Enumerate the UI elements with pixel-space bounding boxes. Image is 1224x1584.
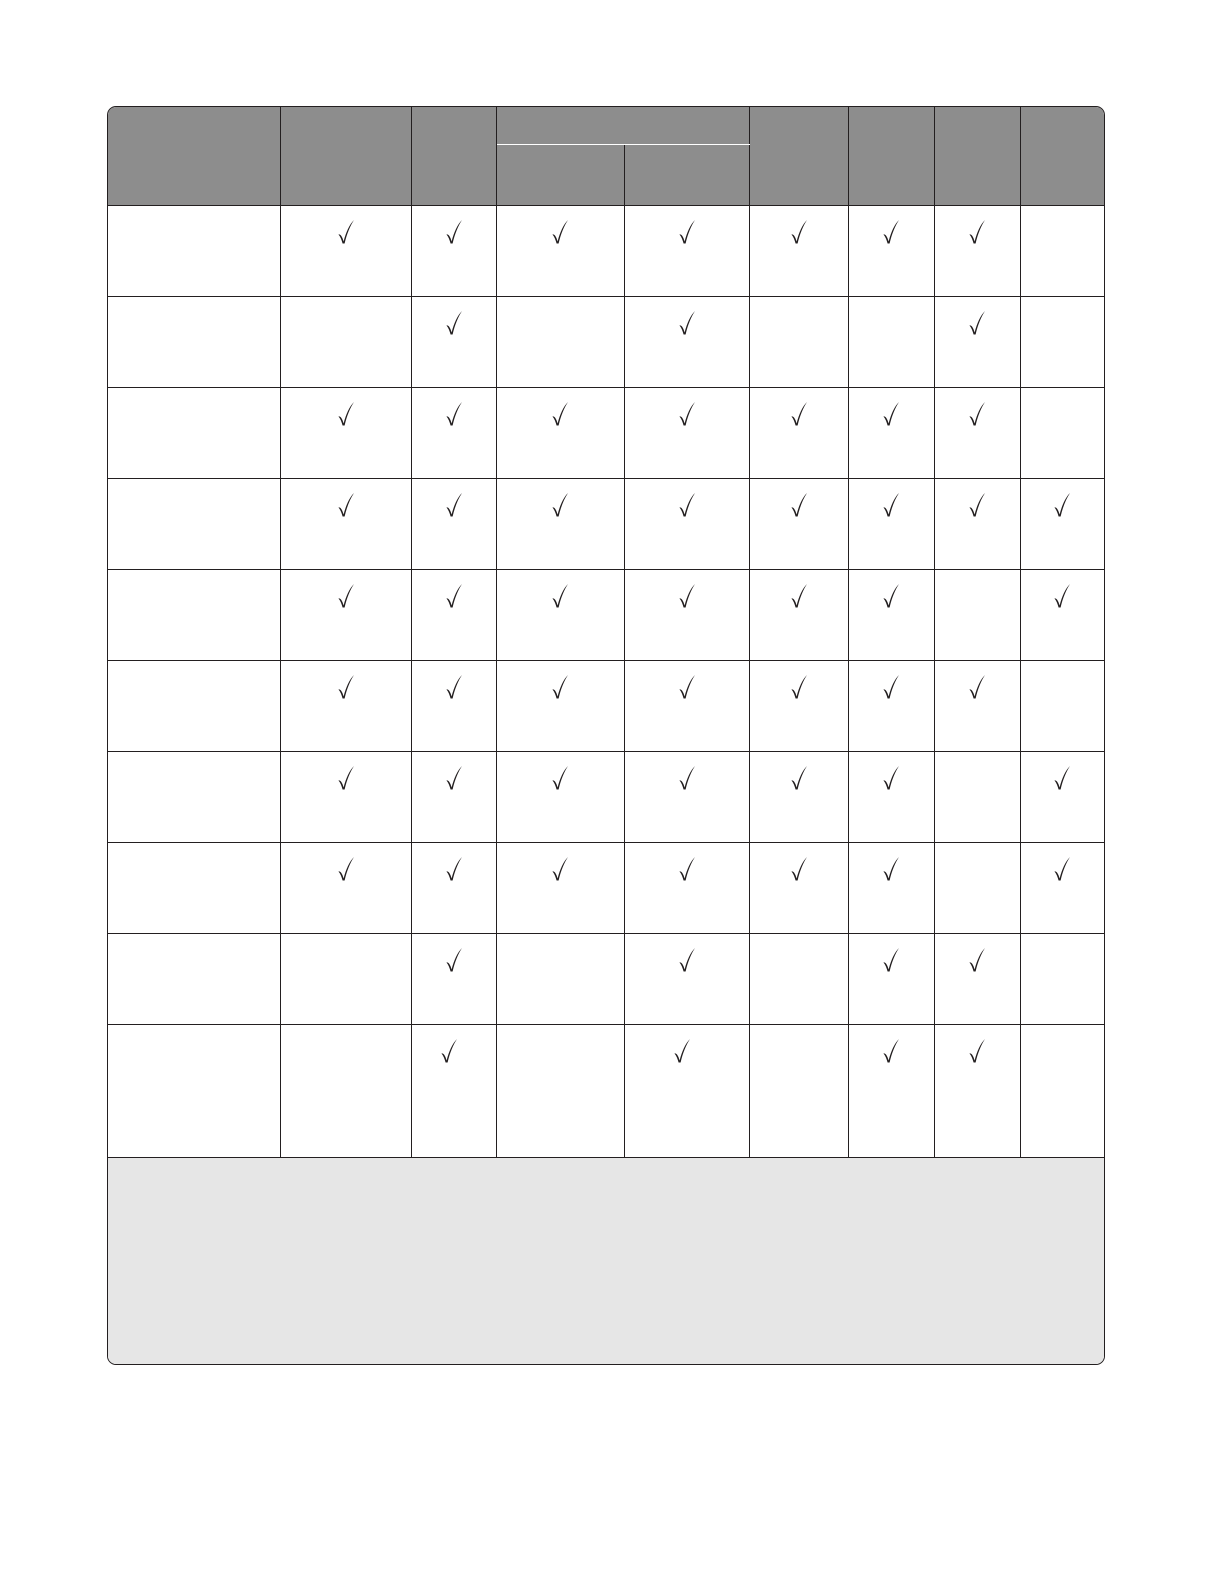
check-icon: [678, 765, 696, 791]
table-cell: [624, 842, 749, 933]
table-row: [107, 387, 1104, 478]
row-label: [107, 387, 280, 478]
table-header: [107, 106, 1104, 205]
table-cell: [1020, 660, 1104, 751]
table-cell: [749, 933, 848, 1024]
check-icon: [790, 856, 808, 882]
check-icon: [551, 674, 569, 700]
check-icon: [445, 674, 463, 700]
check-icon: [673, 1038, 691, 1064]
check-icon: [882, 947, 900, 973]
table-cell: [848, 751, 934, 842]
table-cell: [848, 296, 934, 387]
check-icon: [1053, 765, 1071, 791]
table-cell: [934, 205, 1020, 296]
check-icon: [790, 401, 808, 427]
table-cell: [749, 205, 848, 296]
table-row: [107, 933, 1104, 1024]
header-subcolumn-4: [624, 144, 749, 205]
check-icon: [882, 219, 900, 245]
header-column-8: [1020, 106, 1104, 205]
table-cell: [411, 296, 496, 387]
check-icon: [882, 492, 900, 518]
check-icon: [337, 492, 355, 518]
table-cell: [411, 569, 496, 660]
table-cell: [496, 569, 624, 660]
footnote-text: [108, 1158, 1104, 1186]
check-icon: [678, 401, 696, 427]
check-icon: [882, 1038, 900, 1064]
table-cell: [934, 660, 1020, 751]
check-icon: [882, 765, 900, 791]
table-cell: [280, 569, 411, 660]
table-cell: [496, 933, 624, 1024]
table-cell: [411, 387, 496, 478]
table-cell: [280, 296, 411, 387]
table-row: [107, 296, 1104, 387]
check-icon: [968, 310, 986, 336]
table-cell: [280, 1024, 411, 1163]
table-cell: [411, 842, 496, 933]
table-cell: [496, 660, 624, 751]
header-label-column: [107, 106, 280, 205]
compatibility-matrix: [107, 106, 1104, 1164]
table-cell: [1020, 569, 1104, 660]
check-icon: [440, 1038, 458, 1064]
check-icon: [1053, 492, 1071, 518]
table-row: [107, 1024, 1104, 1163]
check-icon: [968, 401, 986, 427]
check-icon: [445, 492, 463, 518]
table-cell: [280, 478, 411, 569]
header-column-group: [496, 106, 749, 144]
check-icon: [551, 583, 569, 609]
table-cell: [411, 205, 496, 296]
check-icon: [551, 401, 569, 427]
table-cell: [280, 205, 411, 296]
row-label: [107, 842, 280, 933]
compatibility-table-frame: [107, 106, 1105, 1365]
row-label: [107, 660, 280, 751]
row-label: [107, 205, 280, 296]
table-row: [107, 842, 1104, 933]
table-cell: [848, 205, 934, 296]
check-icon: [337, 856, 355, 882]
table-cell: [280, 660, 411, 751]
table-cell: [280, 933, 411, 1024]
table-cell: [848, 842, 934, 933]
table-cell: [624, 296, 749, 387]
table-cell: [848, 478, 934, 569]
check-icon: [882, 674, 900, 700]
table-cell: [496, 751, 624, 842]
check-icon: [790, 219, 808, 245]
table-cell: [280, 751, 411, 842]
table-cell: [934, 933, 1020, 1024]
check-icon: [678, 583, 696, 609]
check-icon: [968, 947, 986, 973]
table-cell: [411, 478, 496, 569]
table-cell: [496, 387, 624, 478]
table-cell: [496, 1024, 624, 1163]
table-cell: [624, 569, 749, 660]
table-cell: [749, 842, 848, 933]
table-cell: [624, 387, 749, 478]
table-cell: [848, 660, 934, 751]
check-icon: [790, 583, 808, 609]
table-row: [107, 751, 1104, 842]
check-icon: [678, 492, 696, 518]
check-icon: [790, 674, 808, 700]
check-icon: [445, 765, 463, 791]
check-icon: [445, 947, 463, 973]
header-column-1: [280, 106, 411, 205]
check-icon: [1053, 583, 1071, 609]
table-cell: [934, 1024, 1020, 1163]
check-icon: [968, 1038, 986, 1064]
table-cell: [280, 387, 411, 478]
table-cell: [749, 387, 848, 478]
check-icon: [678, 856, 696, 882]
header-column-5: [749, 106, 848, 205]
table-cell: [749, 660, 848, 751]
table-cell: [1020, 842, 1104, 933]
check-icon: [882, 401, 900, 427]
row-label: [107, 751, 280, 842]
row-label: [107, 1024, 280, 1163]
check-icon: [337, 583, 355, 609]
table-row: [107, 478, 1104, 569]
header-column-2: [411, 106, 496, 205]
table-cell: [749, 751, 848, 842]
table-cell: [848, 569, 934, 660]
table-cell: [1020, 1024, 1104, 1163]
table-cell: [848, 387, 934, 478]
table-cell: [624, 205, 749, 296]
row-label: [107, 296, 280, 387]
check-icon: [678, 219, 696, 245]
table-cell: [496, 296, 624, 387]
table-row: [107, 660, 1104, 751]
check-icon: [337, 219, 355, 245]
footnote-panel: [108, 1157, 1104, 1364]
table-cell: [624, 478, 749, 569]
table-cell: [1020, 205, 1104, 296]
table-cell: [411, 933, 496, 1024]
check-icon: [678, 310, 696, 336]
row-label: [107, 933, 280, 1024]
table-cell: [934, 387, 1020, 478]
table-body: [107, 205, 1104, 1163]
row-label: [107, 478, 280, 569]
check-icon: [678, 674, 696, 700]
table-cell: [749, 296, 848, 387]
table-cell: [749, 569, 848, 660]
table-cell: [749, 478, 848, 569]
table-cell: [749, 1024, 848, 1163]
table-cell: [624, 660, 749, 751]
check-icon: [445, 856, 463, 882]
table-cell: [934, 296, 1020, 387]
table-cell: [496, 205, 624, 296]
table-cell: [1020, 751, 1104, 842]
table-cell: [934, 478, 1020, 569]
check-icon: [445, 401, 463, 427]
check-icon: [678, 947, 696, 973]
check-icon: [551, 765, 569, 791]
row-label: [107, 569, 280, 660]
table-row: [107, 205, 1104, 296]
check-icon: [551, 492, 569, 518]
header-column-6: [848, 106, 934, 205]
check-icon: [337, 765, 355, 791]
table-cell: [934, 842, 1020, 933]
table-cell: [1020, 478, 1104, 569]
check-icon: [882, 583, 900, 609]
check-icon: [790, 765, 808, 791]
table-cell: [1020, 933, 1104, 1024]
table-row: [107, 569, 1104, 660]
table-cell: [496, 842, 624, 933]
check-icon: [1053, 856, 1071, 882]
table-cell: [411, 1024, 496, 1163]
check-icon: [882, 856, 900, 882]
table-cell: [280, 842, 411, 933]
table-cell: [848, 933, 934, 1024]
table-cell: [411, 660, 496, 751]
table-cell: [624, 751, 749, 842]
check-icon: [445, 219, 463, 245]
check-icon: [551, 219, 569, 245]
table-cell: [1020, 387, 1104, 478]
header-column-7: [934, 106, 1020, 205]
check-icon: [445, 583, 463, 609]
check-icon: [968, 674, 986, 700]
header-subcolumn-3: [496, 144, 624, 205]
table-cell: [1020, 296, 1104, 387]
table-cell: [624, 1024, 749, 1163]
check-icon: [551, 856, 569, 882]
table-cell: [934, 751, 1020, 842]
check-icon: [337, 401, 355, 427]
table-cell: [624, 933, 749, 1024]
check-icon: [968, 219, 986, 245]
table-cell: [848, 1024, 934, 1163]
table-cell: [934, 569, 1020, 660]
check-icon: [337, 674, 355, 700]
table-cell: [496, 478, 624, 569]
check-icon: [445, 310, 463, 336]
check-icon: [790, 492, 808, 518]
check-icon: [968, 492, 986, 518]
table-cell: [411, 751, 496, 842]
